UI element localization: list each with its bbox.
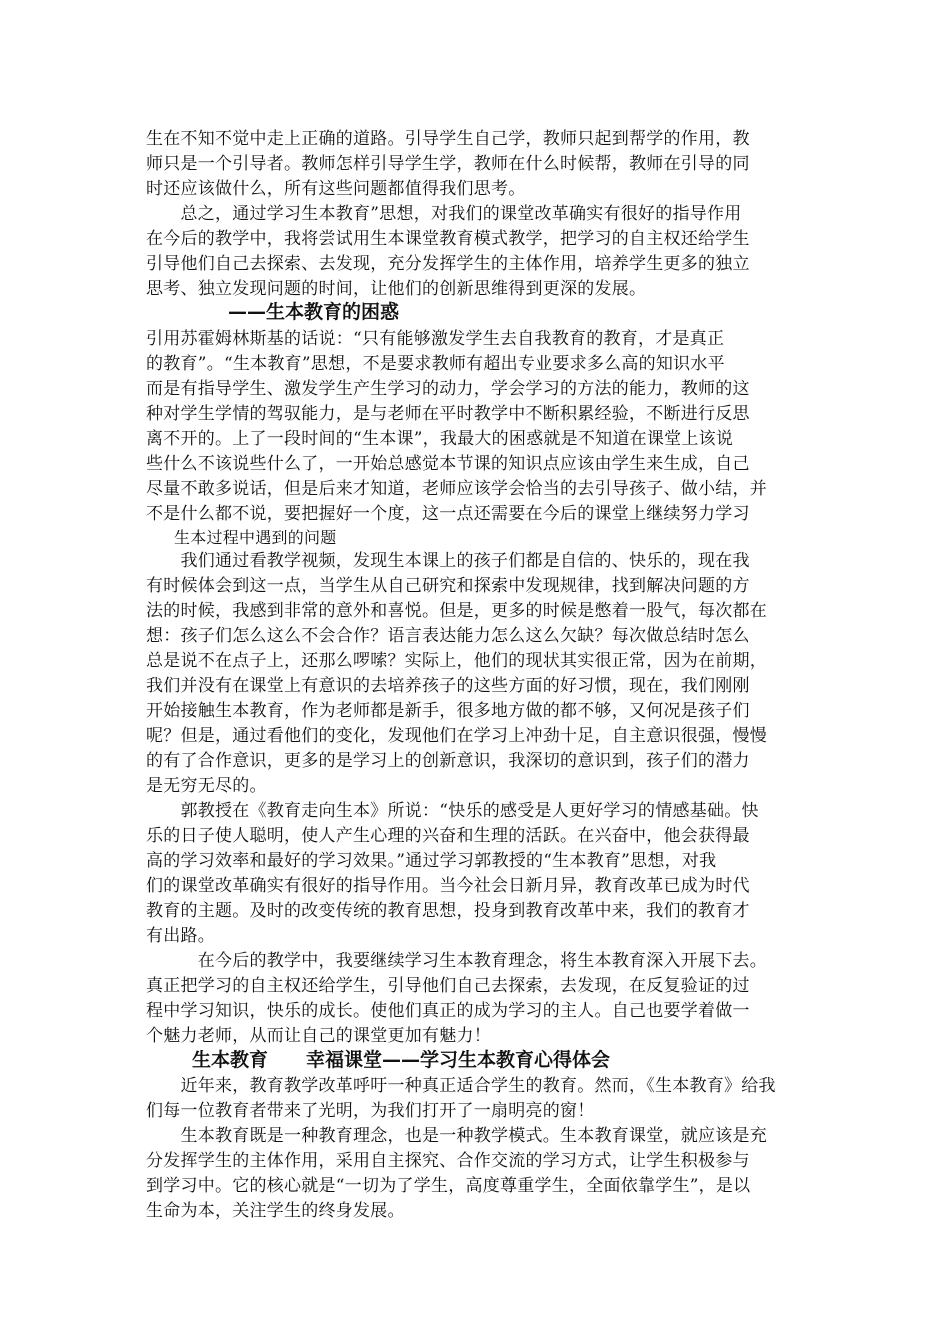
text-line: 高的学习效率和最好的学习效果。”通过学习郭教授的“生本教育”思想，对我 — [146, 851, 717, 871]
text-line: 生在不知不觉中走上正确的道路。引导学生自己学，教师只起到帮学的作用，教 — [146, 129, 750, 149]
text-line: 生命为本，关注学生的终身发展。 — [146, 1201, 405, 1221]
text-line: 种对学生学情的驾驭能力，是与老师在平时教学中不断积累经验，不断进行反思 — [146, 404, 750, 424]
text-line: 时还应该做什么，所有这些问题都值得我们思考。 — [146, 179, 526, 199]
text-line: 法的时候，我感到非常的意外和喜悦。但是，更多的时候是憋着一股气，每次都在 — [146, 601, 767, 621]
text-line: 我们通过看教学视频，发现生本课上的孩子们都是自信的、快乐的，现在我 — [146, 551, 750, 571]
text-line: 开始接触生本教育，作为老师都是新手，很多地方做的都不够，又何况是孩子们 — [146, 701, 750, 721]
text-line: 的有了合作意识，更多的是学习上的创新意识，我深切的意识到，孩子们的潜力 — [146, 751, 750, 771]
text-line: 总之，通过学习生本教育”思想，对我们的课堂改革确实有很好的指导作用 — [146, 204, 742, 224]
text-line: 总是说不在点子上，还那么啰嗦？实际上，他们的现状其实很正常，因为在前期， — [146, 651, 767, 671]
text-line: 有时候体会到这一点，当学生从自己研究和探索中发现规律，找到解决问题的方 — [146, 576, 750, 596]
text-line: 些什么不该说些什么了，一开始总感觉本节课的知识点应该由学生来生成，自己 — [146, 454, 750, 474]
text-line: 的教育”。“生本教育”思想，不是要求教师有超出专业要求多么高的知识水平 — [146, 354, 725, 374]
text-line: 教育的主题。及时的改变传统的教育思想，投身到教育改革中来，我们的教育才 — [146, 901, 750, 921]
text-line: 们的课堂改革确实有很好的指导作用。当今社会日新月异，教育改革已成为时代 — [146, 876, 750, 896]
text-line: 思考、独立发现问题的时间，让他们的创新思维得到更深的发展。 — [146, 279, 647, 299]
text-line: 引用苏霍姆林斯基的话说：“只有能够激发学生去自我教育的教育，才是真正 — [146, 329, 725, 349]
text-line: 乐的日子使人聪明，使人产生心理的兴奋和生理的活跃。在兴奋中，他会获得最 — [146, 826, 750, 846]
text-line: 生本教育既是一种教育理念，也是一种教学模式。生本教育课堂，就应该是充 — [146, 1126, 767, 1146]
text-line: 到学习中。它的核心就是“一切为了学生，高度尊重学生，全面依靠学生”，是以 — [146, 1176, 751, 1196]
text-line: 师只是一个引导者。教师怎样引导学生学，教师在什么时候帮，教师在引导的同 — [146, 154, 750, 174]
text-line: 郭教授在《教育走向生本》所说：“快乐的感受是人更好学习的情感基础。快 — [146, 801, 759, 821]
text-line: 引导他们自己去探索、去发现，充分发挥学生的主体作用，培养学生更多的独立 — [146, 254, 750, 274]
text-line: 我们并没有在课堂上有意识的去培养孩子的这些方面的好习惯，现在，我们刚刚 — [146, 676, 750, 696]
text-line: 真正把学习的自主权还给学生，引导他们自己去探索，去发现，在反复验证的过 — [146, 976, 750, 996]
text-line: 近年来，教育教学改革呼吁一种真正适合学生的教育。然而，《生本教育》给我 — [146, 1076, 776, 1096]
text-line: 们每一位教育者带来了光明，为我们打开了一扇明亮的窗！ — [146, 1101, 595, 1121]
text-line: 程中学习知识，快乐的成长。使他们真正的成为学习的主人。自己也要学着做一 — [146, 1001, 750, 1021]
text-line: 分发挥学生的主体作用，采用自主探究、合作交流的学习方式，让学生积极参与 — [146, 1151, 750, 1171]
text-line: 想：孩子们怎么这么不会合作？语言表达能力怎么这么欠缺？每次做总结时怎么 — [146, 626, 750, 646]
section-heading-happy-classroom: 生本教育 幸福课堂——学习生本教育心得体会 — [192, 1049, 611, 1071]
text-line: 不是什么都不说，要把握好一个度，这一点还需要在今后的课堂上继续努力学习 — [146, 504, 750, 524]
text-line: 尽量不敢多说话，但是后来才知道，老师应该学会恰当的去引导孩子、做小结，并 — [146, 479, 767, 499]
subheading-problems: 生本过程中遇到的问题 — [174, 528, 337, 547]
text-line: 有出路。 — [146, 926, 215, 946]
text-line: 在今后的教学中，我将尝试用生本课堂教育模式教学，把学习的自主权还给学生 — [146, 229, 750, 249]
text-line: 离不开的。上了一段时间的“生本课”，我最大的困惑就是不知道在课堂上该说 — [146, 429, 734, 449]
text-line: 在今后的教学中，我要继续学习生本教育理念，将生本教育深入开展下去。 — [146, 951, 767, 971]
text-line: 而是有指导学生、激发学生产生学习的动力，学会学习的方法的能力，教师的这 — [146, 379, 750, 399]
text-line: 呢？但是，通过看他们的变化，发现他们在学习上冲劲十足，自主意识很强，慢慢 — [146, 726, 767, 746]
text-line: 个魅力老师，从而让自己的课堂更加有魅力！ — [146, 1026, 491, 1046]
text-line: 是无穷无尽的。 — [146, 776, 267, 796]
section-heading-dilemma: ——生本教育的困惑 — [228, 301, 400, 323]
